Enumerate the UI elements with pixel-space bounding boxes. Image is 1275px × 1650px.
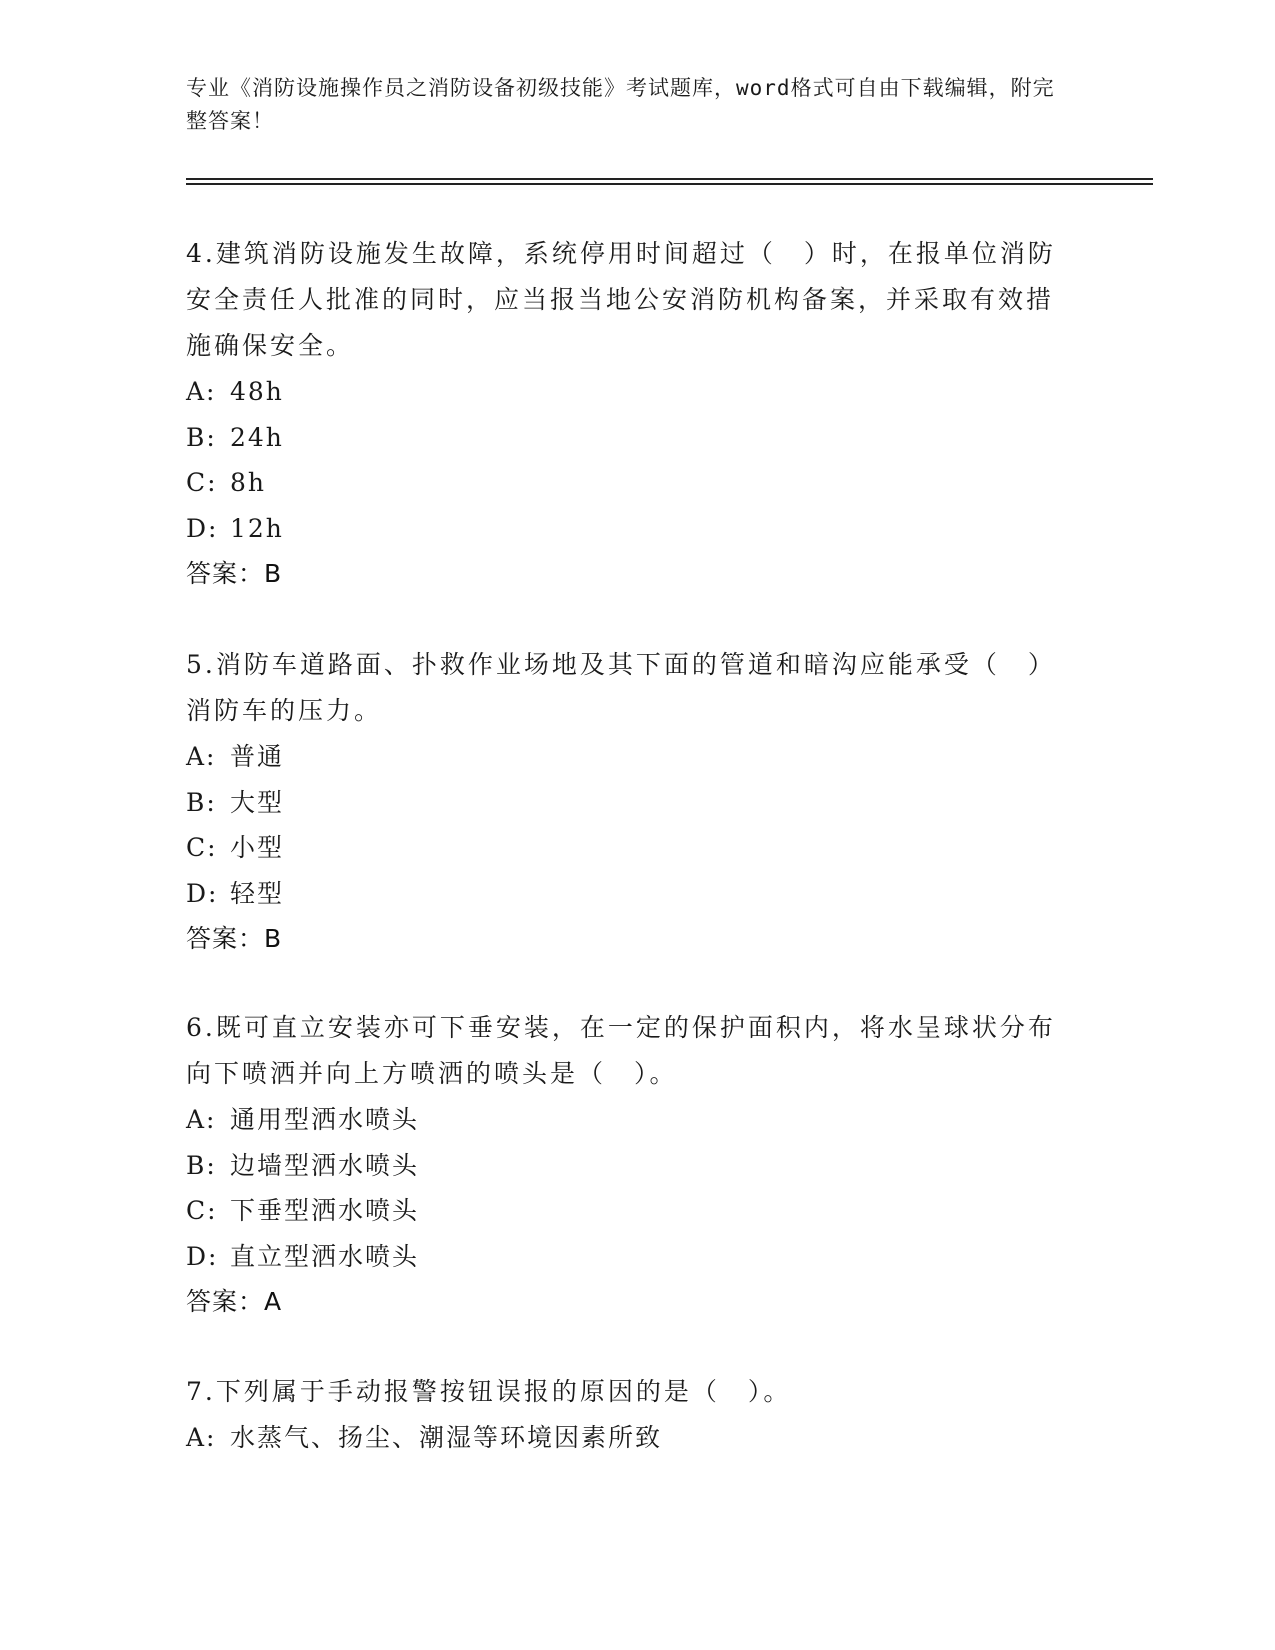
option-text: 48h [230,377,284,406]
option-key: A: [186,1423,217,1452]
option-text: 大型 [230,787,285,817]
option-key: A: [186,377,217,406]
question-6 [186,1005,1066,1325]
question-stem: 6.既可直立安装亦可下垂安装，在一定的保护面积内，将水呈球状分布向下喷洒并向上方喷洒的喷头是（ ）。 [186,1013,1056,1088]
option-b [186,1143,1066,1189]
question-stem: 7.下列属于手动报警按钮误报的原因的是（ ）。 [186,1377,792,1406]
option-a [186,369,1066,415]
option-text: 直立型洒水喷头 [230,1241,420,1271]
question-5 [186,642,1066,962]
option-text: 下垂型洒水喷头 [230,1196,420,1225]
option-text: 小型 [230,833,285,862]
header-rule-top [186,178,1153,180]
question-4 [186,231,1066,597]
answer-line: 答案：B [186,559,283,588]
option-text: 8h [230,468,267,497]
question-7 [186,1369,1066,1461]
option-text: 通用型洒水喷头 [230,1105,420,1134]
option-a [186,1415,1066,1461]
question-stem: 5.消防车道路面、扑救作业场地及其下面的管道和暗沟应能承受（ ）消防车的压力。 [186,650,1056,725]
option-d [186,871,1066,917]
option-c [186,460,1066,506]
option-key: B: [186,1150,217,1180]
answer-line: 答案：A [186,1287,283,1316]
option-key: A: [186,1105,217,1134]
option-d [186,1234,1066,1280]
option-key: C: [186,468,218,497]
option-key: B: [186,422,217,452]
option-a [186,734,1066,780]
option-text: 12h [230,513,284,543]
option-key: D: [186,513,219,543]
option-c [186,1188,1066,1234]
option-text: 轻型 [230,878,285,908]
option-key: D: [186,878,219,908]
option-key: A: [186,742,217,771]
option-c [186,825,1066,871]
option-text: 普通 [230,742,285,771]
header-rule-bottom [186,183,1153,185]
option-d [186,506,1066,552]
option-text: 24h [230,422,284,452]
document-header: 专业《消防设施操作员之消防设备初级技能》考试题库，word格式可自由下载编辑，附完整答案！ [186,76,1055,133]
option-text: 水蒸气、扬尘、潮湿等环境因素所致 [230,1423,663,1452]
option-b [186,415,1066,461]
option-a [186,1097,1066,1143]
option-text: 边墙型洒水喷头 [230,1150,420,1180]
option-b [186,780,1066,826]
answer-line: 答案：B [186,924,283,953]
option-key: C: [186,833,218,862]
option-key: D: [186,1241,219,1271]
option-key: C: [186,1196,218,1225]
question-stem: 4.建筑消防设施发生故障，系统停用时间超过（ ）时，在报单位消防安全责任人批准的同时，应当报当地公安消防机构备案，并采取有效措施确保安全。 [186,239,1056,360]
option-key: B: [186,787,217,817]
